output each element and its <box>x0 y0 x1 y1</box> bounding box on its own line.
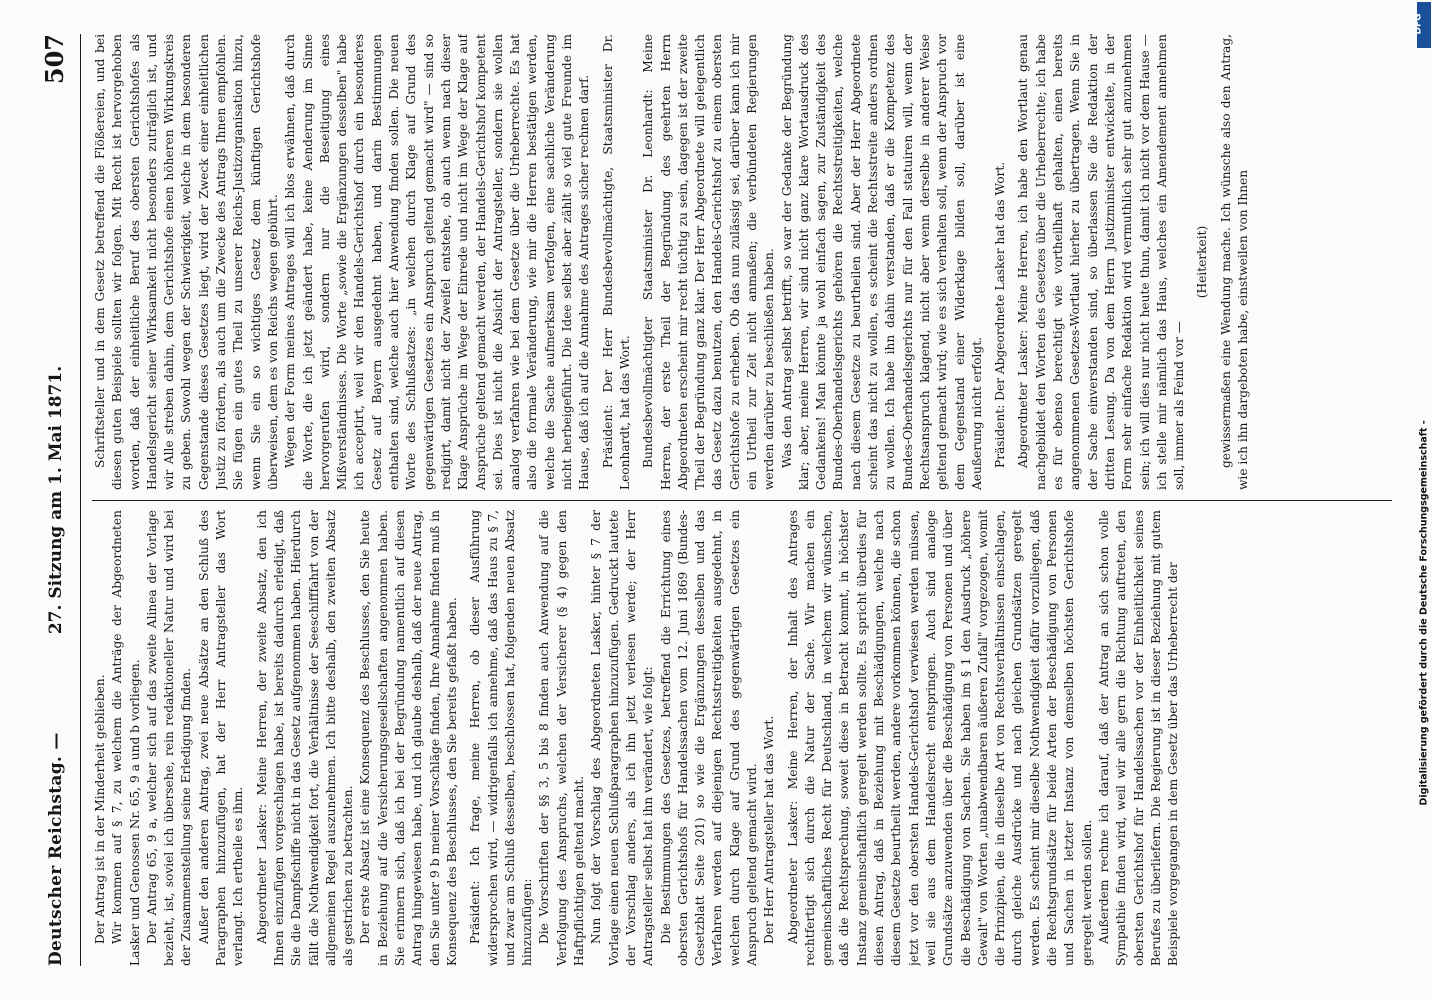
paragraph: Außerdem rechne ich darauf, daß der Antrag an sich schon volle Sympathie finden wird, weil wir alle gern die Richtung auftreten, den obersten Gerichtshof für Handelssachen vor der Einheitlichkeit seines Berufes zu überliefern. Die Regierung ist in dieser Beziehung mit gutem Beispiele vorgegangen in dem Gesetz über das Urheberrecht der <box>1096 510 1181 966</box>
page-header <box>40 34 81 966</box>
paragraph: Außer den anderen Antrag, zwei neue Absätze an den Schluß des Paragraphen hinzuzufügen, hat der Herr Antragsteller das Wort verlangt. Ich ertheile es ihm. <box>196 510 246 966</box>
paragraph: Präsident: Ich frage, meine Herren, ob dieser Ausführung widersprochen wird, — widrigenfalls ich annehme, daß das Haus zu § 7, und zwar am Schluß desselben, beschlossen hat, folgenden neuen Absatz hinzuzufügen: <box>468 510 535 966</box>
quoted-provision: Die Bestimmungen des Gesetzes, betreffend die Errichtung eines obersten Gerichtshofs für Handelssachen vom 12. Juni 1869 (Bundes-Gesetzblatt Seite 201) so wie die Ergänzungen desselben und das Verfahren werden auf diejenigen Rechtsstreitigkeiten ausgedehnt, in welchen durch Klage auf Grund des gegenwärtigen Gesetzes ein Anspruch geltend gemacht wird. <box>658 510 759 966</box>
paragraph: Der erste Absatz ist eine Konsequenz des Beschlusses, den Sie heute in Beziehung auf die Versicherungsgesellschaften angenommen haben. Sie erinnern sich, daß ich bei der Begründung namentlich auf diesen Antrag hingewiesen habe, und ich glaube deshalb, daß der neue Antrag, den Sie unter 9 b meiner Vorschläge finden, Ihre Annahme finden muß in Konsequenz des Beschlusses, den Sie bereits gefaßt haben. <box>358 510 459 966</box>
paragraph: Der Antrag 65, 9 a, welcher sich auf das zweite Alinea der Vorlage bezieht, ist, soviel ich übersehe, rein redaktioneller Natur und wird bei der Zusammenstellung seine Erledigung finden. <box>144 510 194 966</box>
header-session: 27. Sitzung am 1. Mai 1871. <box>46 365 66 635</box>
paragraph: Was den Antrag selbst betrifft, so war der Gedanke der Begründung klar; aber, meine Herren, wir sind nicht ganz klare Wortausdruck des Gedankens! Man könnte ja wohl einfach sagen, zur Zuständigkeit des Bundes-Oberhandelsgerichts gehören die Rechtsstreitigkeiten, welche nach diesem Gesetze zu beurtheilen sind. Aber der Herr Abgeordnete scheint das nicht zu wollen, es scheint die Rechtsstreite anders ordnen zu wollen. Ich habe ihn dahin verstanden, daß er die Kompetenz des Bundes-Oberhandelsgerichts nur für den Fall statuiren will, wenn der Rechtsanspruch klagend, nicht aber wenn derselbe in anderer Weise geltend gemacht wird; wie es sich verhalten soll, wenn der Anspruch vor dem Gegenstand einer Widerklage bilden soll, darüber ist eine Aeußerung nicht erfolgt. <box>779 34 984 490</box>
digitization-credit: Digitalisierung gefördert durch die Deutsche Forschungsgemeinschaft - <box>1418 420 1430 806</box>
paragraph: Bundesbevollmächtigter Staatsminister Dr. Leonhardt: Meine Herren, der erste Theil der Begründung des geehrten Herrn Abgeordneten erscheint mir recht tüchtig zu sein, dagegen ist der zweite Theil der Begründung ganz klar. Der Herr Abgeordnete will gelegentlich das Gesetz dazu benutzen, den Handels-Gerichtshof zu einem obersten Gerichtshofe zu erheben. Ob das nun zulässig sei, darüber kann ich mir ein Urtheil zur Zeit nicht anmaßen; die verbündeten Regierungen werden darüber zu beschließen haben. <box>641 34 777 490</box>
text-column-left <box>92 510 1392 966</box>
page-number: 507 <box>40 34 69 85</box>
column-divider <box>92 500 1392 501</box>
paragraph: Abgeordneter Lasker: Meine Herren, der zweite Absatz, den ich Ihnen einzufügen vorgeschlagen habe, ist bereits dadurch erledigt, daß Sie die Dampfschiffe nicht in das Gesetz aufgenommen haben. Hierdurch fällt die Nothwendigkeit fort, die Verhältnisse der Seeschifffahrt von der allgemeinen Regel auszunehmen. Ich bitte deshalb, den zweiten Absatz als gestrichen zu betrachten. <box>254 510 356 966</box>
paragraph: Wir kommen auf § 7, zu welchem die Anträge der Abgeordneten Lasker und Genossen Nr. 65, 9 a und b vorliegen. <box>110 510 142 966</box>
dfg-logo-icon <box>1413 2 1431 48</box>
paragraph: Präsident: Der Herr Bundesbevollmächtigte, Staatsminister Dr. Leonhardt, hat das Wort. <box>600 34 632 490</box>
paragraph: Der Antrag ist in der Minderheit geblieben. <box>93 674 107 944</box>
paragraph: Nun folgt der Vorschlag des Abgeordneten Lasker, hinter § 7 der Vorlage einen neuen Schlußparagraphen hinzuzufügen. Gedruckt lautete der Vorschlag anders, als ich ihn jetzt verlesen werde; der Herr Antragsteller selbst hat ihn verändert, wie folgt: <box>589 510 656 966</box>
paragraph: Präsident: Der Abgeordnete Lasker hat das Wort. <box>993 161 1008 468</box>
dfg-logo-text: DFG <box>1413 13 1424 35</box>
paragraph: Der Herr Antragsteller hat das Wort. <box>762 715 777 944</box>
quoted-provision: Die Vorschriften der §§ 3, 5 bis 8 finden auch Anwendung auf die Verfolgung des Anspruchs, welchen der Versicherer (§ 4) gegen den Haftpflichtigen geltend macht. <box>537 510 587 966</box>
header-publication: Deutscher Reichstag. — <box>46 732 66 966</box>
paragraph: Abgeordneter Lasker: Meine Herren, ich habe den Wortlaut genau nachgebildet den Worten des Gesetzes über die Urheberrechte; ich habe es für ebenso berechtigt wie vortheilhaft gehalten, einen bereits angenommenen Gesetzes-Wortlaut hierher zu übertragen. Wenn Sie in der Sache einverstanden sind, so überlassen Sie die Redaktion der dritten Lesung. Da von dem Herrn Justizminister entwickelte, in der Form sehr einfache Redaktion wird vermuthlich sehr gut anzunehmen sein; ich will dies nur nicht heute thun, damit ich nicht vor dem Hause — ich stelle mir nämlich das Haus, welches ein Amendement annehmen soll, immer als Feind vor — <box>1016 34 1187 490</box>
text-column-right <box>92 34 1392 490</box>
paragraph: Wegen der Form meines Antrages will ich blos erwähnen, daß durch die Worte, die ich jetzt geändert habe, keine Aenderung im Sinne hervorgerufen wird, sondern nur die Beseitigung eines Mißverständnisses. Die Worte „sowie die Ergänzungen desselben" habe ich acceptirt, weil wir den Handels-Gerichtshof durch ein besonderes Gesetz auf Bayern ausgedehnt haben, und darin Bestimmungen enthalten sind, welche auch hier Anwendung finden sollen. Die neuen Worte des Schlußsatzes: „in welchen durch Klage auf Grund des gegenwärtigen Gesetzes ein Anspruch geltend gemacht wird" — sind so redigirt, damit nicht der Zweifel entstehe, ob auch wenn nach dieser Klage Ansprüche im Wege der Einrede und nicht im Wege der Klage auf Ansprüche geltend gemacht werden, der Handels-Gerichtshof kompetent sei. Dies ist nicht die Absicht der Antragsteller, sondern sie wollen analog verfahren wie bei dem Gesetze über die Urheberrechte. Es hat also die formale Veränderung, wie mir die Herren bestätigen werden, welche die Sache aufmerksam verfolgen, eine sachliche Veränderung nicht herbeigeführt. Die Idee selbst aber zählt so viel gute Freunde im Hause, daß ich auf die Annahme des Antrages sicher rechnen darf. <box>283 34 592 490</box>
paragraph: Abgeordneter Lasker: Meine Herren, der Inhalt des Antrages rechtfertigt sich durch die Natur der Sache. Wir machen ein gemeinschaftliches Recht für Deutschland, in welchem wir wünschen, daß die Rechtsprechung, soweit diese in Betracht kommt, in höchster Instanz gemeinschaftlich geregelt werden sollte. Es spricht überdies für diesen Antrag, daß in Beziehung mit Beschädigungen, welche nach diesem Gesetze beurtheilt werden, andere vorkommen können, die schon jetzt vor den obersten Handels-Gerichtshof verwiesen werden müssen, weil sie aus dem Handelsrecht entspringen. Auch sind analoge Grundsätze anzuwenden über die Beschädigung von Personen und über die Beschädigung von Sachen. Sie haben im § 1 den Ausdruck „höhere Gewalt" von Worten „unabwendbaren äußeren Zufall" vorgezogen, womit die Prinzipien, die in dieselbe Art von Rechtsverhältnissen einschlagen, durch gleiche Ausdrücke und nach gleichen Grundsätzen geregelt werden. Es scheint mir dieselbe Nothwendigkeit dafür vorzuliegen, daß die Rechtsgrundsätze für beide Arten der Beschädigung von Personen und Sachen in letzter Instanz von demselben höchsten Gerichtshofe geregelt werden sollen. <box>785 510 1094 966</box>
paragraph: Schriftsteller und in dem Gesetz betreffend die Flößereien, und bei diesen guten Beispiele sollten wir folgen. Mit Recht ist hervorgehoben worden, daß der einheitliche Beruf des obersten Gerichtshofes als Handelsgericht seiner Wirksamkeit nicht besonders zuträglich ist, und wir Alle streben dahin, dem Gerichtshofe einen höheren Wirkungskreis zu geben. Sowohl wegen der Schwierigkeit, welche in dem besonderen Gegenstande dieses Gesetzes liegt, wird der Zweck einer einheitlichen Justiz zu fördern, als auch um die Zwecke des Antrags Ihnen empfohlen. Sie fügen ein gutes Theil zu unserer Reichs-Justizorganisation hinzu, wenn Sie ein so wichtiges Gesetz dem künftigen Gerichtshofe überweisen, dem es von Reichs wegen gebührt. <box>93 34 280 490</box>
interjection: (Heiterkeit) <box>1195 225 1210 299</box>
digitization-stamp <box>1413 0 1432 1000</box>
paragraph: gewissermaßen eine Wendung mache. Ich wünsche also den Antrag, wie ich ihn dargeboten habe, einstweilen von Ihnen <box>1218 34 1250 490</box>
